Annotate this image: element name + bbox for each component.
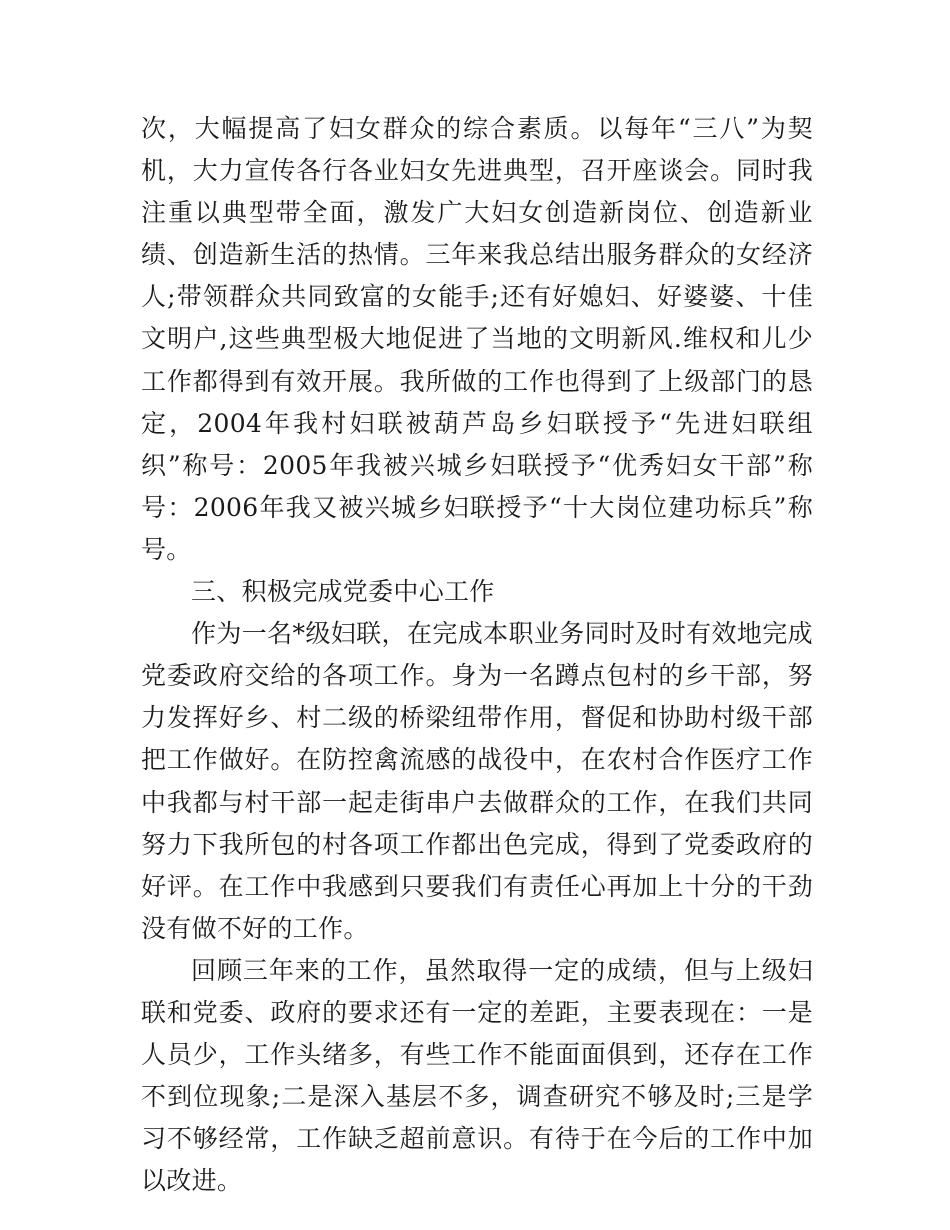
paragraph-party-work: 作为一名*级妇联，在完成本职业务同时及时有效地完成党委政府交给的各项工作。身为一名蹲点包村的乡干部，努力发挥好乡、村二级的桥梁纽带作用，督促和协助村级干部把工作做好。在防控禽流感的战役中，在农村合作医疗工作中我都与村干部一起走街串户去做群众的工作，在我们共同努力下我所包的村各项工作都出色完成，得到了党委政府的好评。在工作中我感到只要我们有责任心再加上十分的干劲没有做不好的工作。 [141,619,813,943]
document-page [141,108,813,1202]
section-heading: 三、积极完成党委中心工作 [191,577,495,607]
paragraph-review: 回顾三年来的工作，虽然取得一定的成绩，但与上级妇联和党委、政府的要求还有一定的差距，主要表现在：一是人员少，工作头绪多，有些工作不能面面俱到，还存在工作不到位现象;二是深入基层不多，调查研究不够及时;三是学习不够经常，工作缺乏超前意识。有待于在今后的工作中加以改进。 [141,955,813,1196]
paragraph-continuation: 次，大幅提高了妇女群众的综合素质。以每年“三八”为契机，大力宣传各行各业妇女先进典型，召开座谈会。同时我注重以典型带全面，激发广大妇女创造新岗位、创造新业绩、创造新生活的热情。三年来我总结出服务群众的女经济人;带领群众共同致富的女能手;还有好媳妇、好婆婆、十佳文明户,这些典型极大地促进了当地的文明新风.维权和儿少工作都得到有效开展。我所做的工作也得到了上级部门的恳定，2004年我村妇联被葫芦岛乡妇联授予“先进妇联组织”称号：2005年我被兴城乡妇联授予“优秀妇女干部”称号：2006年我又被兴城乡妇联授予“十大岗位建功标兵”称号。 [141,114,813,564]
